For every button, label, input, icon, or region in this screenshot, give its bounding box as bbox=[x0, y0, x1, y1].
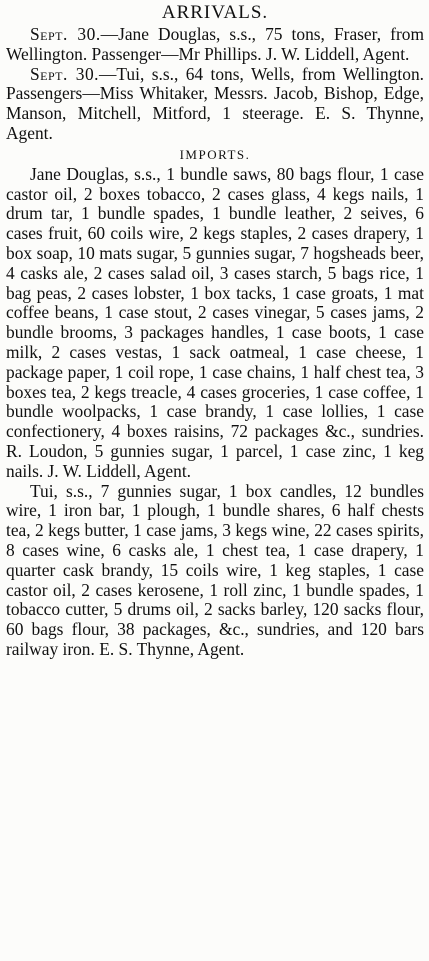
arrivals-heading: ARRIVALS. bbox=[161, 2, 269, 23]
arrival-text: —Tui, s.s., 64 tons, Wells, from Wellington. Passengers—Miss Whitaker, Messrs. Jacob, Bishop, Edge, Manson, Mitchell, Mitford, 1 steerage. E. S. Thynne, Agent. bbox=[6, 63, 424, 143]
arrival-entry bbox=[6, 25, 424, 65]
arrival-entry bbox=[6, 65, 424, 144]
arrival-text: —Jane Douglas, s.s., 75 tons, Fraser, from Wellington. Passenger—Mr Phillips. J. W. Liddell, Agent. bbox=[6, 24, 424, 64]
arrival-date: Sept. 30. bbox=[30, 63, 100, 84]
import-entry: Tui, s.s., 7 gunnies sugar, 1 box candles, 12 bundles wire, 1 iron bar, 1 plough, 1 bundle shares, 6 half chests tea, 2 kegs butter, 1 case jams, 3 kegs wine, 22 cases spirits, 8 cases wine, 6 casks ale, 1 chest tea, 1 case drapery, 1 quarter cask brandy, 15 coils wire, 1 keg staples, 1 case castor oil, 2 cases kerosene, 1 roll zinc, 1 bundle spades, 1 tobacco cutter, 5 drums oil, 2 sacks barley, 120 sacks flour, 60 bags flour, 38 packages, &c., sundries, and 120 bars railway iron. E. S. Thynne, Agent. bbox=[6, 480, 424, 659]
arrival-date: Sept. 30. bbox=[30, 24, 101, 44]
import-entry: Jane Douglas, s.s., 1 bundle saws, 80 bags flour, 1 case castor oil, 2 boxes tobacco, 2 cases glass, 4 kegs nails, 1 drum tar, 1 bundle spades, 1 bundle leather, 2 seives, 6 cases fruit, 60 coils wire, 2 kegs staples, 2 cases drapery, 1 box soap, 10 mats sugar, 5 gunnies sugar, 7 hogsheads beer, 4 casks ale, 2 cases salad oil, 3 cases starch, 5 bags rice, 1 bag peas, 2 cases lobster, 1 box tacks, 1 case groats, 1 mat coffee beans, 1 case stout, 2 cases vinegar, 5 cases jams, 2 bundle brooms, 3 packages handles, 1 case boots, 1 case milk, 2 cases vestas, 1 sack oatmeal, 1 case cheese, 1 package paper, 1 coil rope, 1 case chains, 1 half chest tea, 3 boxes tea, 2 kegs treacle, 4 cases groceries, 1 case coffee, 1 bundle woolpacks, 1 case brandy, 1 case lollies, 1 case confectionery, 4 boxes raisins, 72 packages &c., sundries. R. Loudon, 5 gunnies sugar, 1 parcel, 1 case zinc, 1 keg nails. J. W. Liddell, Agent. bbox=[6, 163, 424, 481]
imports-heading: IMPORTS. bbox=[179, 146, 251, 162]
